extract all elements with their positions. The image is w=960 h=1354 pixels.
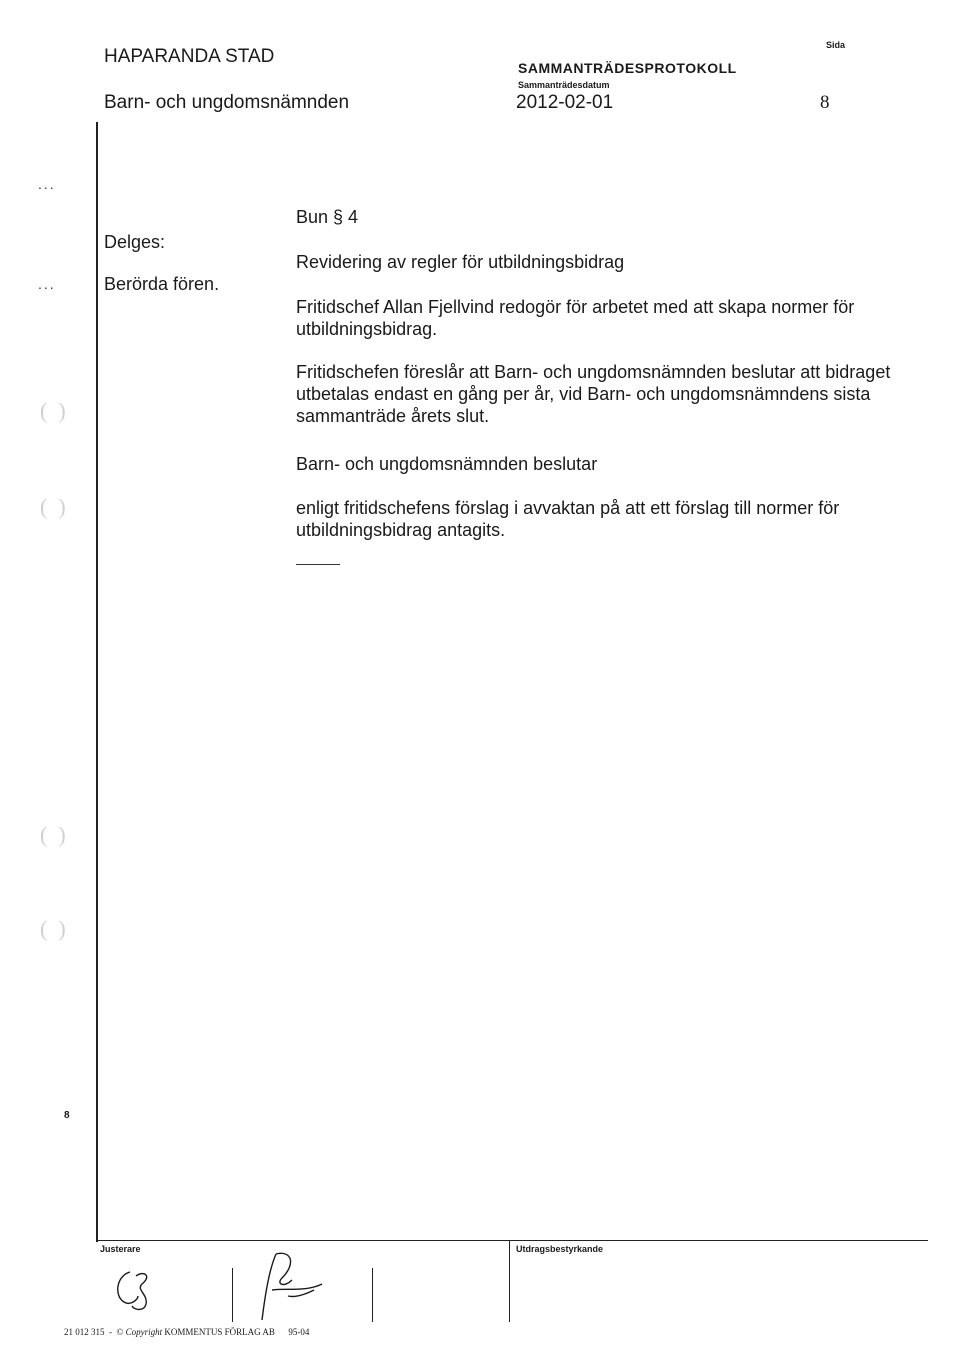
margin-dots: ... [38, 276, 56, 292]
item-heading: Revidering av regler för utbildningsbidrag [296, 252, 625, 272]
meeting-date-label: Sammanträdesdatum [518, 80, 610, 90]
footer-divider [509, 1240, 510, 1322]
punch-hole-mark: ( ) [40, 916, 66, 941]
footer-rule [96, 1240, 928, 1241]
punch-hole-mark: ( ) [40, 494, 66, 519]
signature-box-divider [232, 1268, 233, 1322]
form-footer: 21 012 315 - © Copyright KOMMENTUS FÖRLAG AB 95-04 [64, 1327, 310, 1337]
page-label: Sida [826, 40, 846, 50]
organization-name: HAPARANDA STAD [104, 46, 275, 67]
form-version: 95-04 [288, 1327, 310, 1337]
punch-hole-mark: ( ) [40, 398, 66, 423]
signature-box-divider [372, 1268, 373, 1322]
adjuster-label: Justerare [100, 1244, 141, 1254]
distribution-label: Delges: [104, 232, 166, 252]
decision-text: enligt fritidschefens förslag i avvaktan på att ett förslag till normer för utbildningsbidrag antagits. [296, 498, 840, 540]
footer-page-number: 8 [64, 1110, 70, 1121]
copyright-word: Copyright [125, 1327, 163, 1337]
board-name: Barn- och ungdomsnämnden [104, 92, 350, 113]
punch-hole-mark: ( ) [40, 822, 66, 847]
body-paragraph: Fritidschefen föreslår att Barn- och ungdomsnämnden beslutar att bidraget utbetalas endast en gång per år, vid Barn- och ungdomsnämndens sista sammanträde årets slut. [296, 362, 891, 426]
margin-dots: ... [38, 176, 56, 192]
signature-initials-2 [236, 1248, 346, 1328]
decision-intro: Barn- och ungdomsnämnden beslutar [296, 454, 598, 474]
margin-rule [96, 122, 98, 1242]
extract-certification-label: Utdragsbestyrkande [516, 1244, 604, 1254]
copyright-symbol: © [116, 1327, 124, 1337]
signature-initials-1 [108, 1262, 168, 1322]
page-number: 8 [820, 92, 830, 113]
publisher-name: KOMMENTUS FÖRLAG AB [164, 1327, 275, 1337]
distribution-recipients: Berörda fören. [104, 274, 220, 294]
body-paragraph: Fritidschef Allan Fjellvind redogör för arbetet med att skapa normer för utbildningsbidrag. [296, 297, 855, 339]
end-rule [296, 564, 340, 565]
form-code: 21 012 315 [64, 1327, 105, 1337]
paragraph-number: Bun § 4 [296, 207, 359, 227]
document-type: SAMMANTRÄDESPROTOKOLL [518, 60, 737, 76]
meeting-date: 2012-02-01 [516, 92, 614, 113]
